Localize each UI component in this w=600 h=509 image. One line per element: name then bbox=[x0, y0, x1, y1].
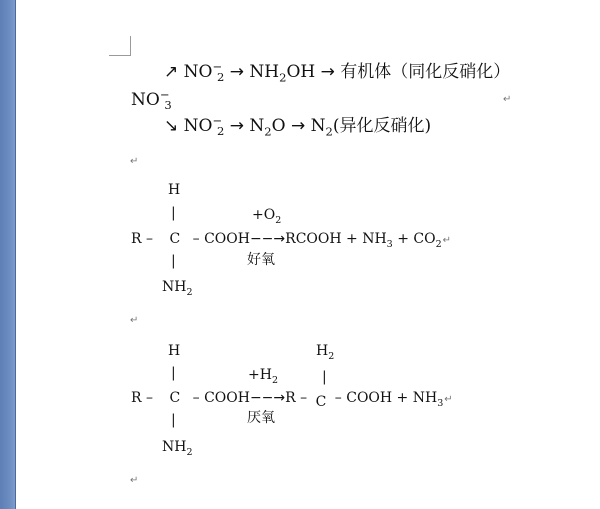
aerobic-h-atom: H bbox=[168, 182, 181, 198]
reaction-arrow: → bbox=[320, 62, 335, 82]
dashed-reaction-arrow: −−→ bbox=[249, 390, 286, 406]
hydroxylamine-formula: $NH_2OH$ bbox=[249, 62, 316, 85]
aerobic-condition-label: 好氧 bbox=[247, 252, 275, 268]
anaerobic-h-atom: H bbox=[168, 343, 181, 359]
anaerobic-reaction-line bbox=[131, 390, 453, 410]
dissimilatory-product-label: (异化反硝化) bbox=[332, 116, 432, 136]
anaerobic-condition-label: 厌氧 bbox=[247, 410, 275, 426]
document-scroll-sidebar bbox=[0, 0, 16, 509]
aerobic-condition-oxygen: $+O_2$ bbox=[252, 207, 282, 226]
product-r-group: R – bbox=[285, 390, 308, 406]
carboxyl-group: – COOH bbox=[192, 390, 250, 406]
anaerobic-amino-group: $NH_2$ bbox=[162, 439, 193, 458]
r-group: R – bbox=[131, 231, 153, 247]
alpha-carbon: C bbox=[169, 231, 181, 247]
paragraph-mark: ↵ bbox=[503, 94, 512, 105]
anaerobic-condition-hydrogen: $+H_2$ bbox=[248, 367, 279, 386]
carboxyl-group: – COOH bbox=[192, 231, 250, 247]
paragraph-mark: ↵ bbox=[130, 156, 139, 167]
r-group: R – bbox=[131, 390, 153, 406]
dissimilatory-pathway-line bbox=[164, 113, 432, 139]
dashed-reaction-arrow: −−→ bbox=[249, 231, 286, 247]
aerobic-bottom-bond: | bbox=[171, 253, 176, 269]
alpha-carbon: C bbox=[169, 390, 181, 406]
page-margin-corner-vertical bbox=[130, 36, 131, 55]
aerobic-products: RCOOH + $NH_3 + CO_2$ bbox=[285, 231, 442, 250]
nitrite-formula: $NO^-_2$ bbox=[183, 113, 225, 139]
reaction-arrow: → bbox=[290, 116, 306, 136]
anaerobic-h2-substituent: $H_2$ bbox=[316, 343, 335, 362]
aerobic-top-bond: | bbox=[171, 205, 176, 221]
reaction-arrow: → bbox=[229, 116, 244, 136]
anaerobic-top-bond: | bbox=[171, 365, 176, 381]
nitrogen-gas-formula: $N_2$ bbox=[310, 116, 333, 139]
assimilatory-pathway-line bbox=[164, 59, 511, 85]
aerobic-amino-group: $NH_2$ bbox=[162, 279, 193, 298]
anaerobic-right-bond: | bbox=[322, 369, 327, 385]
paragraph-mark: ↵ bbox=[130, 315, 139, 326]
nitrite-formula: $NO^-_2$ bbox=[183, 59, 225, 85]
page-margin-corner-horizontal bbox=[109, 55, 131, 56]
reaction-arrow: → bbox=[229, 62, 244, 82]
anaerobic-products: – COOH + $NH_3$ bbox=[334, 390, 444, 409]
down-right-arrow-icon: ↘ bbox=[164, 116, 179, 136]
paragraph-mark: ↵ bbox=[442, 235, 452, 246]
assimilatory-product-label: 有机体（同化反硝化） bbox=[340, 62, 511, 82]
paragraph-mark: ↵ bbox=[444, 394, 453, 405]
product-alpha-carbon: C bbox=[315, 394, 327, 410]
paragraph-mark: ↵ bbox=[130, 475, 139, 486]
up-right-arrow-icon: ↗ bbox=[164, 62, 179, 82]
nitrate-formula: $NO^-_3$ bbox=[131, 87, 172, 113]
aerobic-reaction-line bbox=[131, 231, 452, 250]
nitrous-oxide-formula: $N_2O$ bbox=[249, 116, 286, 139]
anaerobic-bottom-bond: | bbox=[171, 412, 176, 428]
